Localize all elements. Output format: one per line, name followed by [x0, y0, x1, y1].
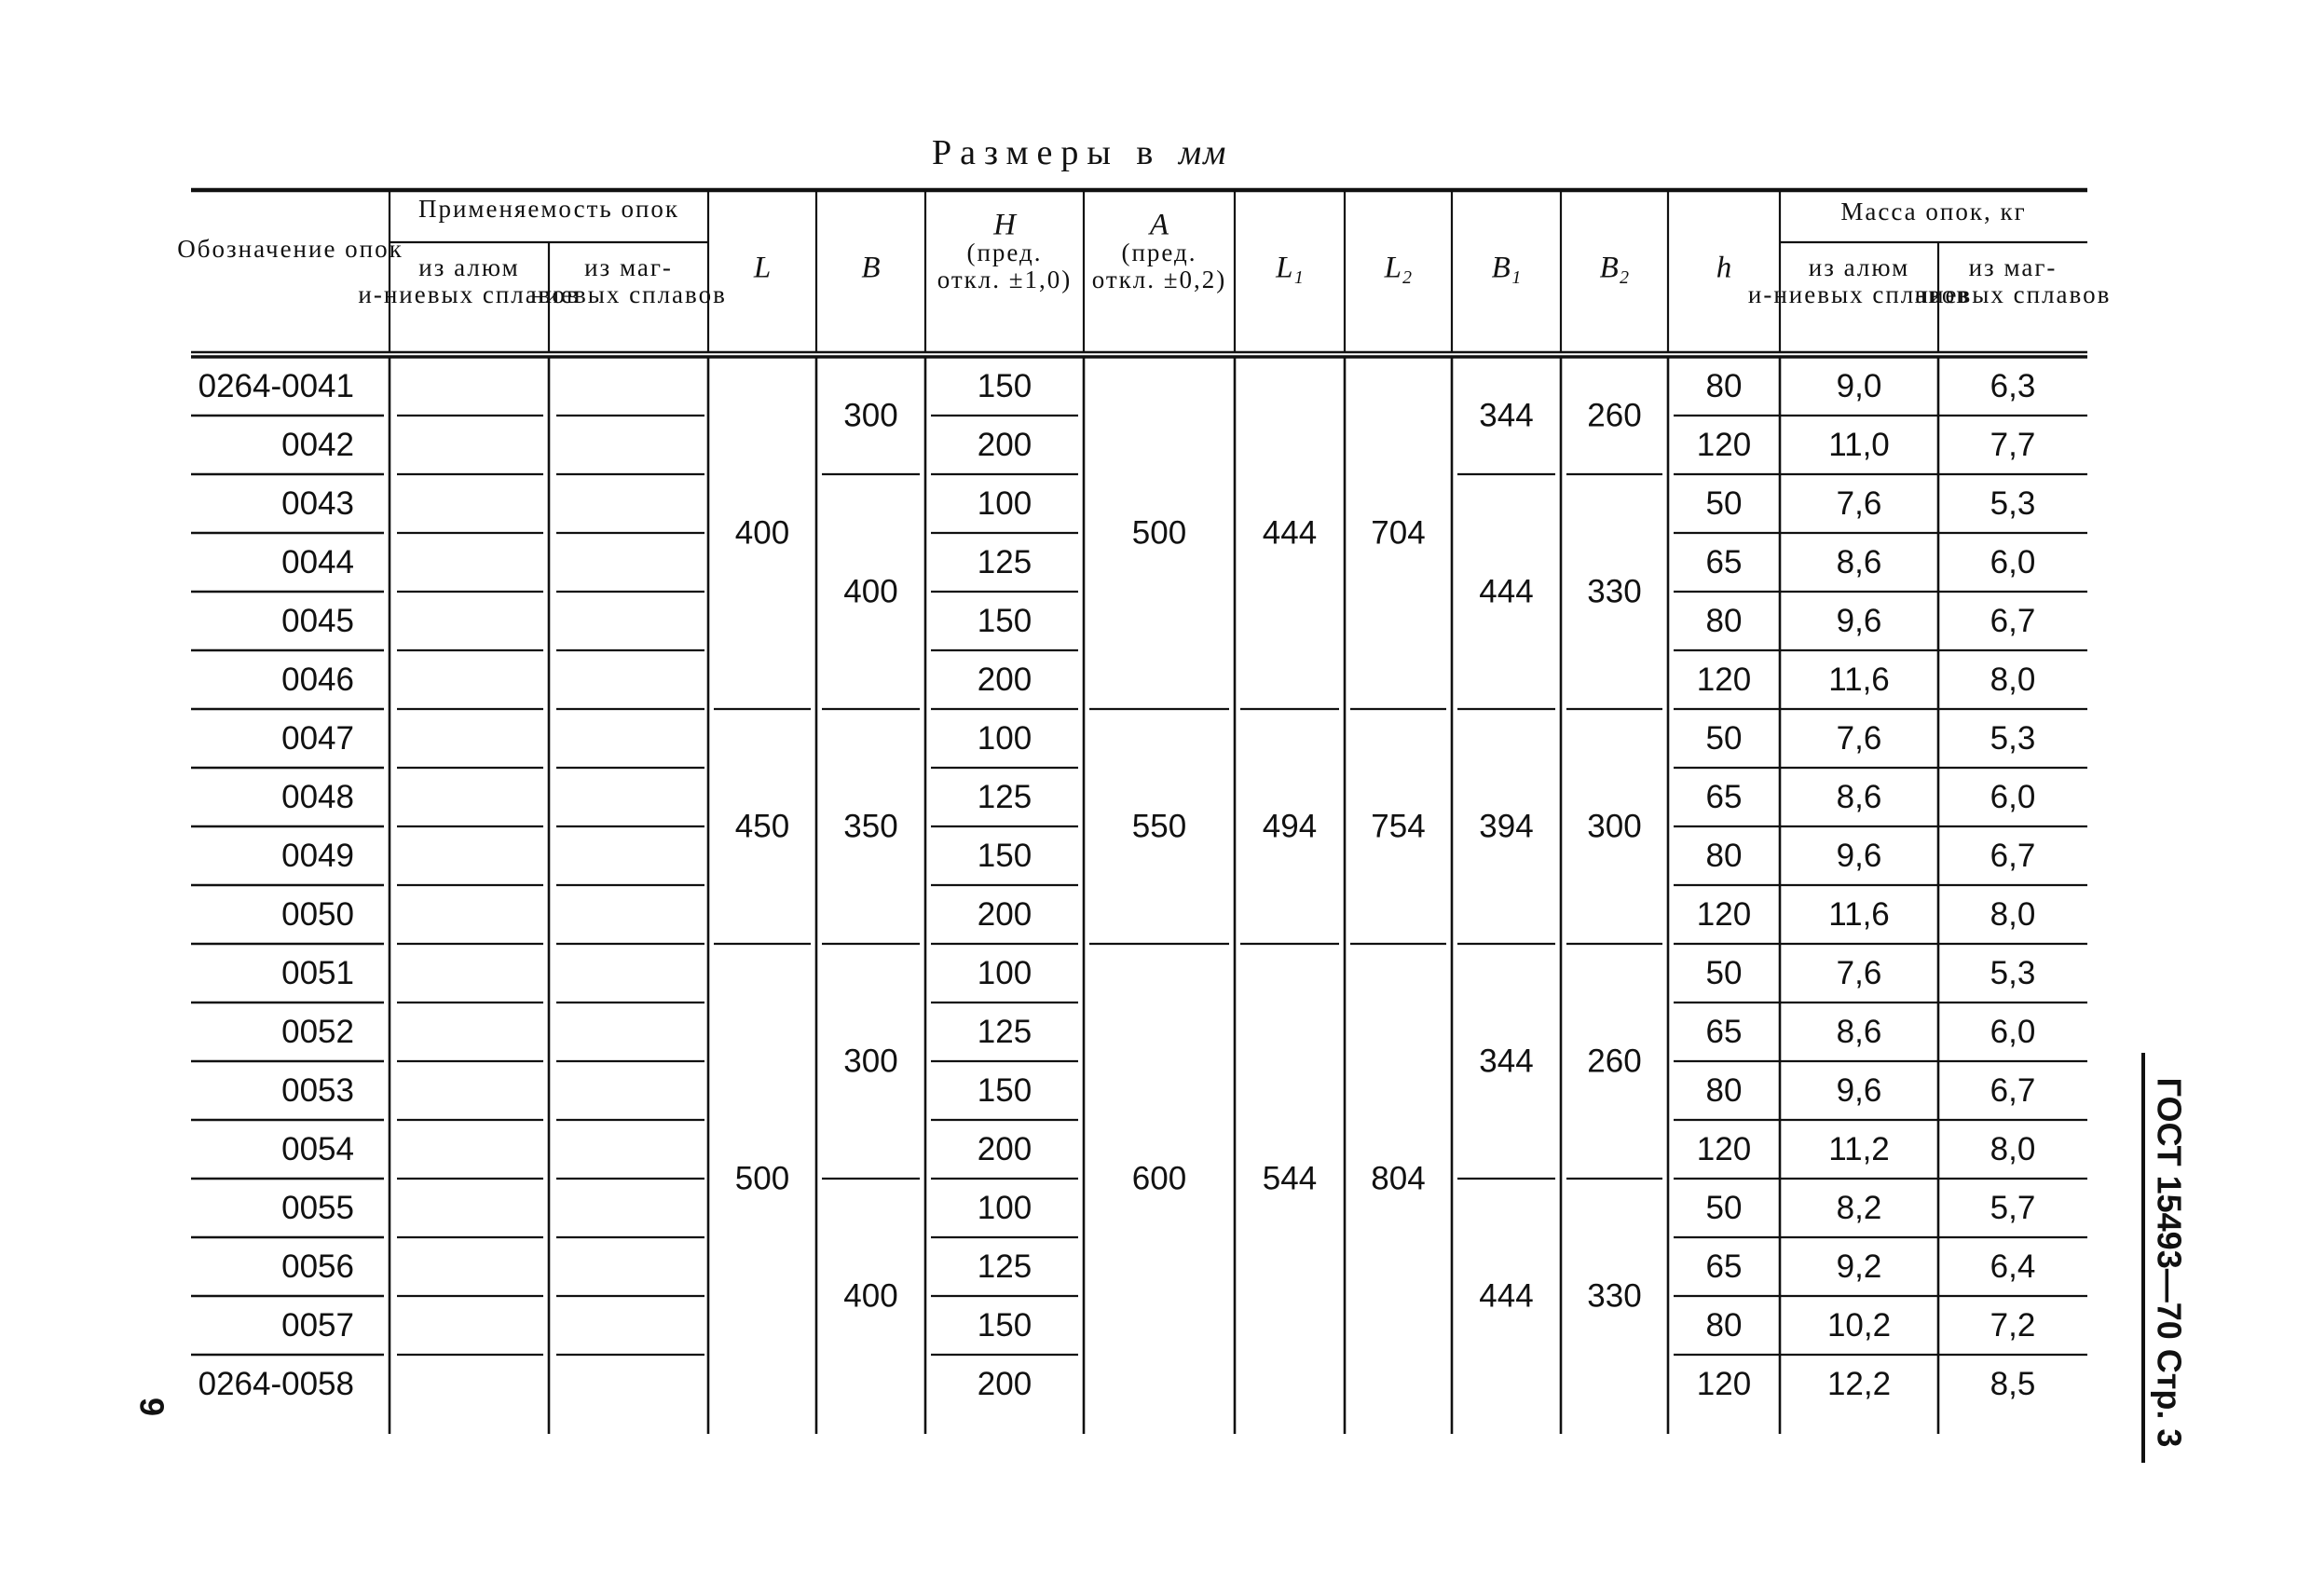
cell-h: 80 [1705, 602, 1743, 639]
cell-H: 200 [977, 661, 1032, 698]
page-number: 9 [132, 1397, 171, 1417]
cell-designation: 0057 [281, 1306, 354, 1344]
cell-mass-mg: 6,7 [1990, 602, 2036, 639]
cell-h: 120 [1696, 661, 1752, 698]
cell-H: 100 [977, 1189, 1032, 1226]
header-B2: B₂ [1599, 251, 1630, 285]
cell-b-group: 400 [843, 1277, 898, 1315]
cell-mass-al: 7,6 [1836, 719, 1882, 757]
cell-mass-mg: 7,7 [1990, 426, 2036, 463]
cell-b-group: 300 [843, 1043, 898, 1080]
cell-mass-mg: 8,5 [1990, 1365, 2036, 1402]
cell-h: 50 [1705, 719, 1743, 757]
cell-mass-mg: 6,0 [1990, 1013, 2036, 1050]
cell-h: 80 [1705, 1306, 1743, 1344]
header-h: h [1716, 251, 1732, 285]
cell-H: 200 [977, 426, 1032, 463]
cell-mass-al: 12,2 [1826, 1365, 1892, 1402]
cell-mass-al: 9,2 [1836, 1248, 1882, 1285]
cell-b1-group: 394 [1479, 808, 1534, 845]
cell-a-group: 550 [1131, 808, 1187, 845]
cell-b-group: 300 [843, 397, 898, 434]
cell-l-group: 500 [734, 1160, 790, 1197]
cell-h: 50 [1705, 484, 1743, 522]
cell-h: 80 [1705, 1071, 1743, 1109]
cell-l2-group: 754 [1371, 808, 1426, 845]
cell-mass-al: 7,6 [1836, 484, 1882, 522]
cell-mass-mg: 5,3 [1990, 484, 2036, 522]
header-H: H [993, 208, 1016, 242]
cell-mass-al: 11,0 [1828, 426, 1890, 463]
header-app-al: из алюм и-ниевых сплавов [358, 253, 581, 308]
cell-designation: 0264-0058 [198, 1365, 354, 1402]
cell-mass-mg: 5,3 [1990, 954, 2036, 991]
header-L2: L₂ [1384, 251, 1413, 285]
cell-b2-group: 330 [1587, 1277, 1642, 1315]
cell-l1-group: 494 [1262, 808, 1318, 845]
cell-H: 200 [977, 1130, 1032, 1167]
cell-h: 120 [1696, 1130, 1752, 1167]
cell-designation: 0043 [281, 484, 354, 522]
caption-unit: мм [1178, 133, 1228, 172]
cell-H: 100 [977, 719, 1032, 757]
cell-h: 120 [1696, 895, 1752, 933]
cell-H: 200 [977, 895, 1032, 933]
cell-h: 50 [1705, 954, 1743, 991]
cell-l-group: 450 [734, 808, 790, 845]
cell-h: 80 [1705, 837, 1743, 874]
cell-mass-al: 11,2 [1828, 1130, 1890, 1167]
cell-h: 65 [1705, 1248, 1743, 1285]
cell-designation: 0051 [281, 954, 354, 991]
cell-H: 100 [977, 484, 1032, 522]
cell-h: 120 [1696, 1365, 1752, 1402]
cell-l1-group: 444 [1262, 514, 1318, 552]
header-mass-mg: из маг-ниевых сплавов [1914, 253, 2112, 308]
cell-a-group: 600 [1131, 1160, 1187, 1197]
header-A: A [1149, 208, 1169, 242]
cell-b-group: 400 [843, 573, 898, 610]
cell-mass-mg: 6,0 [1990, 778, 2036, 815]
cell-mass-al: 10,2 [1826, 1306, 1892, 1344]
header-L1: L₁ [1276, 251, 1304, 285]
cell-h: 120 [1696, 426, 1752, 463]
cell-mass-mg: 8,0 [1990, 895, 2036, 933]
header-applicability: Применяемость опок [417, 195, 680, 224]
cell-designation: 0052 [281, 1013, 354, 1050]
cell-mass-mg: 6,0 [1990, 543, 2036, 580]
cell-b2-group: 260 [1587, 1043, 1642, 1080]
cell-designation: 0054 [281, 1130, 354, 1167]
cell-H: 100 [977, 954, 1032, 991]
cell-mass-al: 8,6 [1836, 778, 1882, 815]
cell-H: 150 [977, 1306, 1032, 1344]
cell-mass-al: 9,0 [1836, 367, 1882, 404]
cell-H: 125 [977, 1013, 1032, 1050]
cell-mass-mg: 5,3 [1990, 719, 2036, 757]
cell-designation: 0050 [281, 895, 354, 933]
cell-a-group: 500 [1131, 514, 1187, 552]
caption-text: Размеры в [932, 133, 1162, 172]
cell-H: 200 [977, 1365, 1032, 1402]
cell-mass-al: 7,6 [1836, 954, 1882, 991]
header-A-note: (пред. откл. ±0,2) [1091, 239, 1227, 293]
cell-mass-mg: 5,7 [1990, 1189, 2036, 1226]
cell-designation: 0049 [281, 837, 354, 874]
cell-h: 50 [1705, 1189, 1743, 1226]
cell-h: 65 [1705, 778, 1743, 815]
cell-designation: 0048 [281, 778, 354, 815]
cell-designation: 0053 [281, 1071, 354, 1109]
cell-l1-group: 544 [1262, 1160, 1318, 1197]
header-B1: B₁ [1491, 251, 1522, 285]
cell-designation: 0264-0041 [198, 367, 354, 404]
header-app-mg: из маг-ниевых сплавов [530, 253, 727, 308]
cell-mass-al: 11,6 [1828, 661, 1890, 698]
header-L: L [753, 251, 772, 285]
cell-b2-group: 330 [1587, 573, 1642, 610]
header-B: B [861, 251, 881, 285]
cell-mass-al: 8,6 [1836, 543, 1882, 580]
cell-designation: 0045 [281, 602, 354, 639]
cell-mass-al: 9,6 [1836, 1071, 1882, 1109]
cell-designation: 0044 [281, 543, 354, 580]
cell-mass-al: 11,6 [1828, 895, 1890, 933]
header-mass-al: из алюм и-ниевых сплавов [1747, 253, 1971, 308]
cell-H: 150 [977, 1071, 1032, 1109]
cell-mass-mg: 8,0 [1990, 1130, 2036, 1167]
cell-mass-mg: 7,2 [1990, 1306, 2036, 1344]
cell-b2-group: 300 [1587, 808, 1642, 845]
header-designation: Обозначение опок [177, 235, 403, 263]
cell-h: 65 [1705, 1013, 1743, 1050]
cell-l2-group: 804 [1371, 1160, 1426, 1197]
cell-b1-group: 444 [1479, 573, 1534, 610]
cell-b1-group: 444 [1479, 1277, 1534, 1315]
cell-b1-group: 344 [1479, 397, 1534, 434]
cell-H: 150 [977, 837, 1032, 874]
cell-H: 150 [977, 602, 1032, 639]
cell-l-group: 400 [734, 514, 790, 552]
cell-b1-group: 344 [1479, 1043, 1534, 1080]
cell-mass-mg: 6,4 [1990, 1248, 2036, 1285]
cell-designation: 0047 [281, 719, 354, 757]
cell-mass-mg: 8,0 [1990, 661, 2036, 698]
cell-H: 125 [977, 543, 1032, 580]
cell-designation: 0056 [281, 1248, 354, 1285]
cell-mass-mg: 6,3 [1990, 367, 2036, 404]
cell-mass-al: 8,2 [1836, 1189, 1882, 1226]
cell-H: 150 [977, 367, 1032, 404]
cell-b-group: 350 [843, 808, 898, 845]
cell-mass-mg: 6,7 [1990, 837, 2036, 874]
cell-designation: 0046 [281, 661, 354, 698]
header-mass: Масса опок, кг [1840, 198, 2027, 226]
cell-designation: 0042 [281, 426, 354, 463]
cell-designation: 0055 [281, 1189, 354, 1226]
header-H-note: (пред. откл. ±1,0) [937, 239, 1073, 293]
cell-H: 125 [977, 1248, 1032, 1285]
cell-mass-al: 8,6 [1836, 1013, 1882, 1050]
cell-H: 125 [977, 778, 1032, 815]
cell-mass-al: 9,6 [1836, 602, 1882, 639]
cell-l2-group: 704 [1371, 514, 1426, 552]
cell-h: 80 [1705, 367, 1743, 404]
cell-mass-al: 9,6 [1836, 837, 1882, 874]
cell-mass-mg: 6,7 [1990, 1071, 2036, 1109]
cell-h: 65 [1705, 543, 1743, 580]
side-label-gost: ГОСТ 15493—70 Стр. 3 [2150, 1077, 2189, 1448]
cell-b2-group: 260 [1587, 397, 1642, 434]
